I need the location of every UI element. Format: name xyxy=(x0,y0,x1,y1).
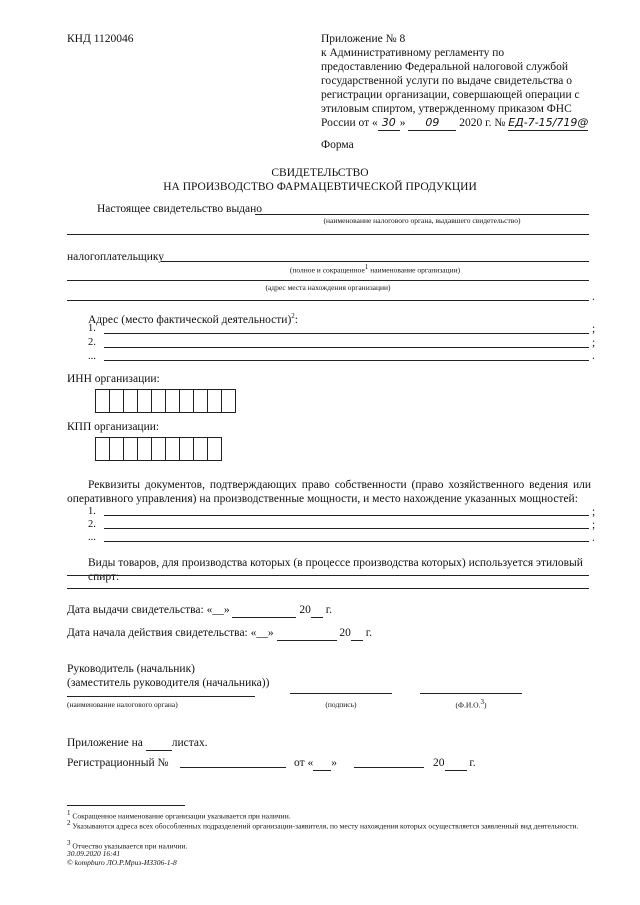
address-n1: 1. xyxy=(88,323,96,334)
address-dots: ... xyxy=(88,351,96,362)
footnote-3: $^3$ Отчество указывается при наличии. xyxy=(67,839,188,851)
inn-cells[interactable] xyxy=(95,389,236,413)
issued-to-field[interactable] xyxy=(255,214,589,215)
address-field[interactable] xyxy=(67,300,589,301)
appendix-line-4: регистрации организации, совершающей операции с xyxy=(321,89,580,101)
caption-sign: (подпись) xyxy=(325,700,357,709)
issue-date-label: Дата выдачи свидетельства: «__» xyxy=(67,604,230,616)
print-timestamp: 30.09.2020 16:41 xyxy=(67,849,121,858)
kpp-label: КПП организации: xyxy=(67,421,160,433)
actual-address-3-field[interactable] xyxy=(104,360,589,361)
reg-year-row: 20 г. xyxy=(433,757,476,769)
order-day: 30 xyxy=(378,116,400,131)
appendix-title: Приложение № 8 xyxy=(321,33,406,45)
issue-month-field[interactable] xyxy=(232,603,296,618)
goods-field-1[interactable] xyxy=(67,575,589,576)
order-line: России от « 30 » 09 2020 г. № ЕД-7-15/719@ xyxy=(321,116,589,129)
issued-to-label: Настоящее свидетельство выдано xyxy=(97,203,263,215)
actual-address-2-field[interactable] xyxy=(104,347,589,348)
title-line-1: СВИДЕТЕЛЬСТВО xyxy=(271,167,369,179)
req-n1: 1. xyxy=(88,506,96,517)
appendix-line-2: предоставлению Федеральной налоговой службой xyxy=(321,61,569,73)
start-date-row: Дата начала действия свидетельства: «__» 20 г. xyxy=(67,627,373,639)
inn-label: ИНН организации: xyxy=(67,373,160,385)
appendix-line-1: к Административному регламенту по xyxy=(321,47,505,59)
order-month: 09 xyxy=(408,116,456,131)
order-number: ЕД-7-15/719@ xyxy=(508,116,589,129)
fio-field[interactable] xyxy=(420,693,522,694)
issue-year-field[interactable] xyxy=(311,603,323,618)
req-semi-2: ; xyxy=(592,519,596,531)
start-year-field[interactable] xyxy=(351,626,363,641)
head-title: Руководитель (начальник) (заместитель руководителя (начальника)) xyxy=(67,663,270,689)
caption-org: (наименование налогового органа) xyxy=(67,700,178,709)
reg-date-row: от « » xyxy=(294,757,337,769)
actual-address-label: Адрес (место фактической деятельности)$^2$: xyxy=(88,312,298,326)
reg-no-label: Регистрационный № xyxy=(67,757,169,769)
reg-no-field[interactable] xyxy=(180,767,286,768)
print-source: © kompburo ЛО.Р.Мриз-ИЗ306-1-8 xyxy=(67,858,177,867)
req-n2: 2. xyxy=(88,519,96,530)
taxpayer-field[interactable] xyxy=(161,261,589,262)
address-caption: (адрес места нахождения организации) xyxy=(265,283,391,292)
address-period-2: . xyxy=(592,350,595,362)
org-name-field[interactable] xyxy=(67,696,255,697)
issue-date-row: Дата выдачи свидетельства: «__» 20 г. xyxy=(67,604,333,616)
taxpayer-label: налогоплательщику xyxy=(67,251,165,263)
address-semi-2: ; xyxy=(592,337,596,349)
title-line-2: НА ПРОИЗВОДСТВО ФАРМАЦЕВТИЧЕСКОЙ ПРОДУКЦИИ xyxy=(163,181,477,193)
req-period: . xyxy=(592,532,595,544)
requisites-3-field[interactable] xyxy=(104,541,589,542)
reg-month-field[interactable] xyxy=(354,767,424,768)
address-semi-1: ; xyxy=(592,323,596,335)
sheets-field[interactable] xyxy=(146,736,172,751)
requisites-text: Реквизиты документов, подтверждающих право собственности (право хозяйственного ведения или оперативного управления) на производственные мощности, и место нахождение указанных мощностей: xyxy=(67,479,591,505)
footnote-1: $^1$ Сокращенное наименование организации указывается при наличии. xyxy=(67,809,291,821)
appendix-line-3: государственной услуги по выдаче свидетельства о xyxy=(321,75,573,87)
requisites-1-field[interactable] xyxy=(104,515,589,516)
signature-field[interactable] xyxy=(290,693,392,694)
form-label: Форма xyxy=(321,139,354,151)
copyright-icon: © xyxy=(67,858,73,867)
document-title xyxy=(0,166,640,194)
address-period: . xyxy=(592,291,595,303)
knd-code: КНД 1120046 xyxy=(67,33,134,45)
footnote-2: $^2$ Указываются адреса всех обособленных подразделений организации-заявителя, по месту нахождения которых осуществляется заявленный вид деятельности. xyxy=(67,819,579,831)
req-semi-1: ; xyxy=(592,506,596,518)
appendix-block xyxy=(321,32,611,131)
reg-day-field[interactable] xyxy=(313,756,331,771)
goods-field-2[interactable] xyxy=(67,588,589,589)
req-dots: ... xyxy=(88,532,96,543)
footnote-divider xyxy=(67,805,185,806)
caption-fio: (Ф.И.О.$^3$) xyxy=(455,698,487,710)
requisites-2-field[interactable] xyxy=(104,528,589,529)
start-month-field[interactable] xyxy=(277,626,337,641)
appendix-line-5: этиловым спиртом, утвержденному приказом ФНС xyxy=(321,103,572,115)
reg-year-field[interactable] xyxy=(445,756,467,771)
start-date-label: Дата начала действия свидетельства: «__» xyxy=(67,627,274,639)
taxpayer-field-2[interactable] xyxy=(67,280,589,281)
taxpayer-caption: (полное и сокращенное$^1$ наименование организации) xyxy=(289,263,461,275)
kpp-cells[interactable] xyxy=(95,437,222,461)
goods-text: Виды товаров, для производства которых (в процессе производства которых) используется этиловый спирт: xyxy=(88,557,583,583)
address-n2: 2. xyxy=(88,337,96,348)
appendix-row: Приложение на листах. xyxy=(67,737,208,749)
issued-to-field-2[interactable] xyxy=(67,234,589,235)
actual-address-1-field[interactable] xyxy=(104,333,589,334)
issued-to-caption: (наименование налогового органа, выдавшего свидетельство) xyxy=(323,216,521,225)
